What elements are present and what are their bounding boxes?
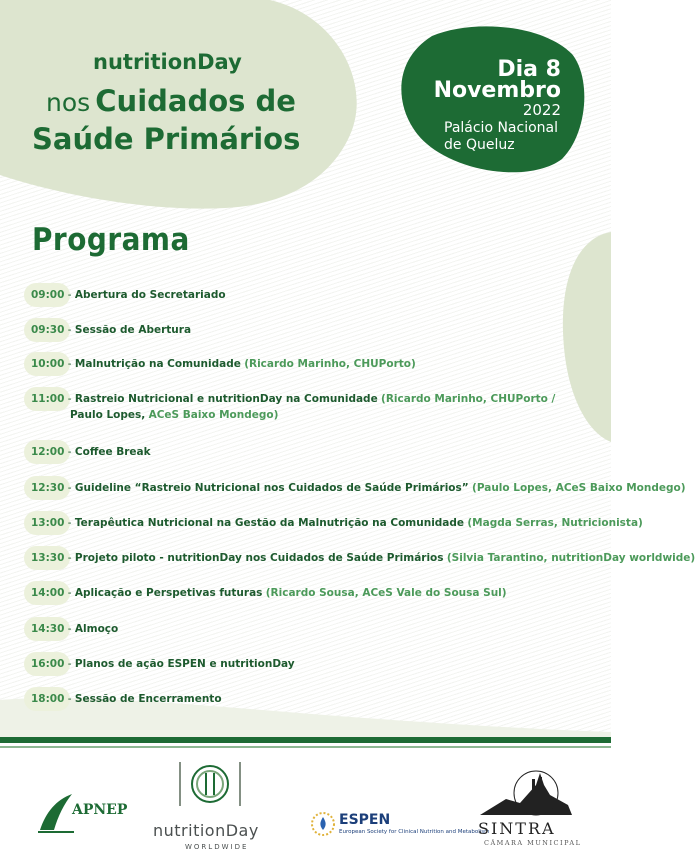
item-title: Rastreio Nutricional e nutritionDay na Comunidade	[74, 393, 378, 405]
item-time: 12:00	[31, 446, 65, 458]
program-item: 18:00 - Sessão de Encerramento	[24, 687, 604, 711]
item-time: 14:30	[31, 623, 65, 635]
item-time: 13:30	[31, 552, 65, 564]
program-item: 09:30 - Sessão de Abertura	[24, 318, 604, 342]
venue-line-1: Palácio Nacional	[444, 120, 559, 136]
footer-divider-thin	[0, 746, 611, 748]
espen-logo-text: ESPEN	[339, 812, 391, 828]
nutritionday-logo-sub: WORLDWIDE	[185, 843, 249, 851]
program-item: 11:00 - Rastreio Nutricional e nutritionDay na Comunidade (Ricardo Marinho, CHUPorto / Paulo Lopes, ACeS Baixo Mondego)	[24, 387, 604, 411]
title-line-2	[46, 84, 296, 118]
apnep-logo-text: APNEP	[72, 802, 128, 818]
title-nutritionday: nutritionDay	[93, 50, 242, 74]
program-item: 12:30 - Guideline “Rastreio Nutricional nos Cuidados de Saúde Primários” (Paulo Lopes, ACeS Baixo Mondego)	[24, 476, 604, 500]
item-title: Aplicação e Perspetivas futuras	[74, 587, 263, 599]
footer-divider	[0, 737, 611, 743]
item-time: 09:00	[31, 289, 65, 301]
event-year: 2022	[522, 101, 561, 119]
item-time: 12:30	[31, 482, 65, 494]
item-title: Sessão de Abertura	[74, 324, 192, 336]
item-speaker: (Paulo Lopes, ACeS Baixo Mondego)	[472, 482, 686, 494]
program-item: 13:30 - Projeto piloto - nutritionDay nos Cuidados de Saúde Primários (Silvia Tarantino, nutritionDay worldwide)	[24, 546, 604, 570]
title-cuidados: Cuidados de	[95, 84, 296, 118]
title-nos: nos	[46, 88, 91, 117]
item-title: Coffee Break	[74, 446, 151, 458]
event-month: Novembro	[433, 78, 561, 103]
item-title: Almoço	[74, 623, 119, 635]
program-item: 14:30 - Almoço	[24, 617, 604, 641]
program-heading: Programa	[32, 222, 190, 258]
sintra-logo-icon	[476, 765, 576, 817]
item-speaker: (Ricardo Marinho, CHUPorto)	[244, 358, 416, 370]
program-item: 14:00 - Aplicação e Perspetivas futuras (Ricardo Sousa, ACeS Vale do Sousa Sul)	[24, 581, 604, 605]
item-time: 10:00	[31, 358, 65, 370]
event-day: Dia 8	[497, 57, 561, 82]
item-title: Sessão de Encerramento	[74, 693, 222, 705]
item-time: 18:00	[31, 693, 65, 705]
item-title: Planos de ação ESPEN e nutritionDay	[74, 658, 295, 670]
item-title: Guideline “Rastreio Nutricional nos Cuidados de Saúde Primários”	[74, 482, 469, 494]
item-speaker: (Ricardo Marinho, CHUPorto /	[381, 393, 556, 405]
apnep-logo-icon	[36, 792, 76, 834]
nutritionday-logo-text: nutritionDay	[153, 821, 259, 840]
item-title: Projeto piloto - nutritionDay nos Cuidados de Saúde Primários	[74, 552, 444, 564]
title-saude-primarios: Saúde Primários	[32, 122, 301, 156]
program-item: 10:00 - Malnutrição na Comunidade (Ricardo Marinho, CHUPorto)	[24, 352, 604, 376]
item-title: Terapêutica Nutricional na Gestão da Malnutrição na Comunidade	[74, 517, 465, 529]
venue-line-2: de Queluz	[444, 137, 515, 153]
item-speaker: (Silvia Tarantino, nutritionDay worldwide)	[446, 552, 695, 564]
item-time: 14:00	[31, 587, 65, 599]
sintra-logo-sub: CÂMARA MUNICIPAL	[484, 839, 582, 847]
program-item: 09:00 - Abertura do Secretariado	[24, 283, 604, 307]
item-speaker-cont: ACeS Baixo Mondego)	[148, 409, 279, 421]
program-item: 13:00 - Terapêutica Nutricional na Gestão da Malnutrição na Comunidade (Magda Serras, Nutricionista)	[24, 511, 604, 535]
item-time: 13:00	[31, 517, 65, 529]
item-title: Abertura do Secretariado	[74, 289, 226, 301]
sintra-logo-text: SINTRA	[478, 819, 556, 838]
item-time: 09:30	[31, 324, 65, 336]
item-title: Malnutrição na Comunidade	[74, 358, 241, 370]
nutritionday-logo-icon	[178, 760, 242, 818]
item-time: 11:00	[31, 393, 65, 405]
item-speaker: (Ricardo Sousa, ACeS Vale do Sousa Sul)	[265, 587, 507, 599]
program-item: 16:00 - Planos de ação ESPEN e nutritionDay	[24, 652, 604, 676]
espen-logo-icon	[310, 811, 336, 837]
item-title-cont: Paulo Lopes,	[70, 409, 146, 421]
program-item: 12:00 - Coffee Break	[24, 440, 604, 464]
item-time: 16:00	[31, 658, 65, 670]
item-speaker: (Magda Serras, Nutricionista)	[467, 517, 643, 529]
espen-logo-sub: European Society for Clinical Nutrition and Metabolism	[339, 829, 490, 835]
